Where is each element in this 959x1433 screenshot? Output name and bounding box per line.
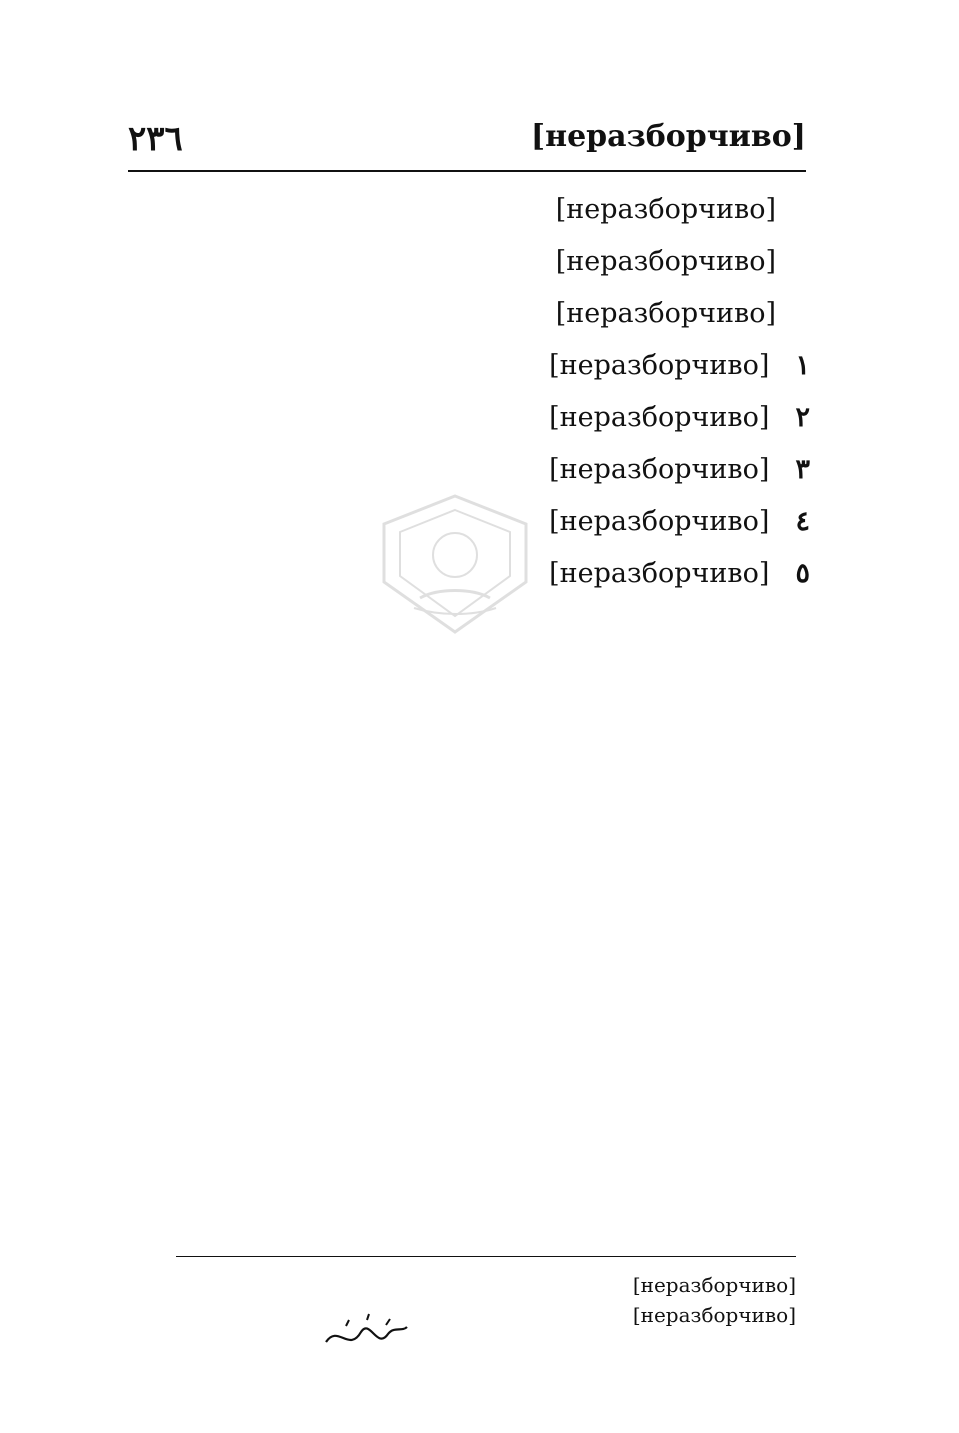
list-item-text: [неразборчиво] [549, 454, 770, 485]
numbered-list-item [120, 396, 810, 440]
footnote-line: [неразборчиво] [632, 1273, 796, 1297]
list-item-number: ٢ [795, 402, 810, 433]
numbered-list-item [120, 344, 810, 388]
list-item-text: [неразборчиво] [549, 402, 770, 433]
list-item-text: [неразборчиво] [549, 350, 770, 381]
numbered-list-item [120, 448, 810, 492]
footnotes [176, 1270, 796, 1330]
header-divider [128, 170, 806, 172]
list-item-number: ٤ [795, 506, 810, 537]
list-item-text: [неразборчиво] [549, 558, 770, 589]
library-stamp-image [360, 490, 550, 640]
body-paragraph: [неразборчиво] [555, 194, 776, 225]
list-item-number: ٣ [795, 454, 810, 485]
page-number: ٢٣٦ [128, 119, 183, 159]
footnote-divider [176, 1256, 796, 1257]
signature-image [318, 1308, 413, 1362]
body-paragraph: [неразборчиво] [555, 298, 776, 329]
list-item-text: [неразборчиво] [549, 506, 770, 537]
footnote-line: [неразборчиво] [632, 1303, 796, 1327]
body-paragraph: [неразборчиво] [555, 246, 776, 277]
list-item-number: ٥ [795, 558, 810, 589]
running-title: [неразборчиво] [530, 119, 806, 154]
list-item-number: ١ [795, 350, 810, 381]
page-header [128, 108, 806, 172]
